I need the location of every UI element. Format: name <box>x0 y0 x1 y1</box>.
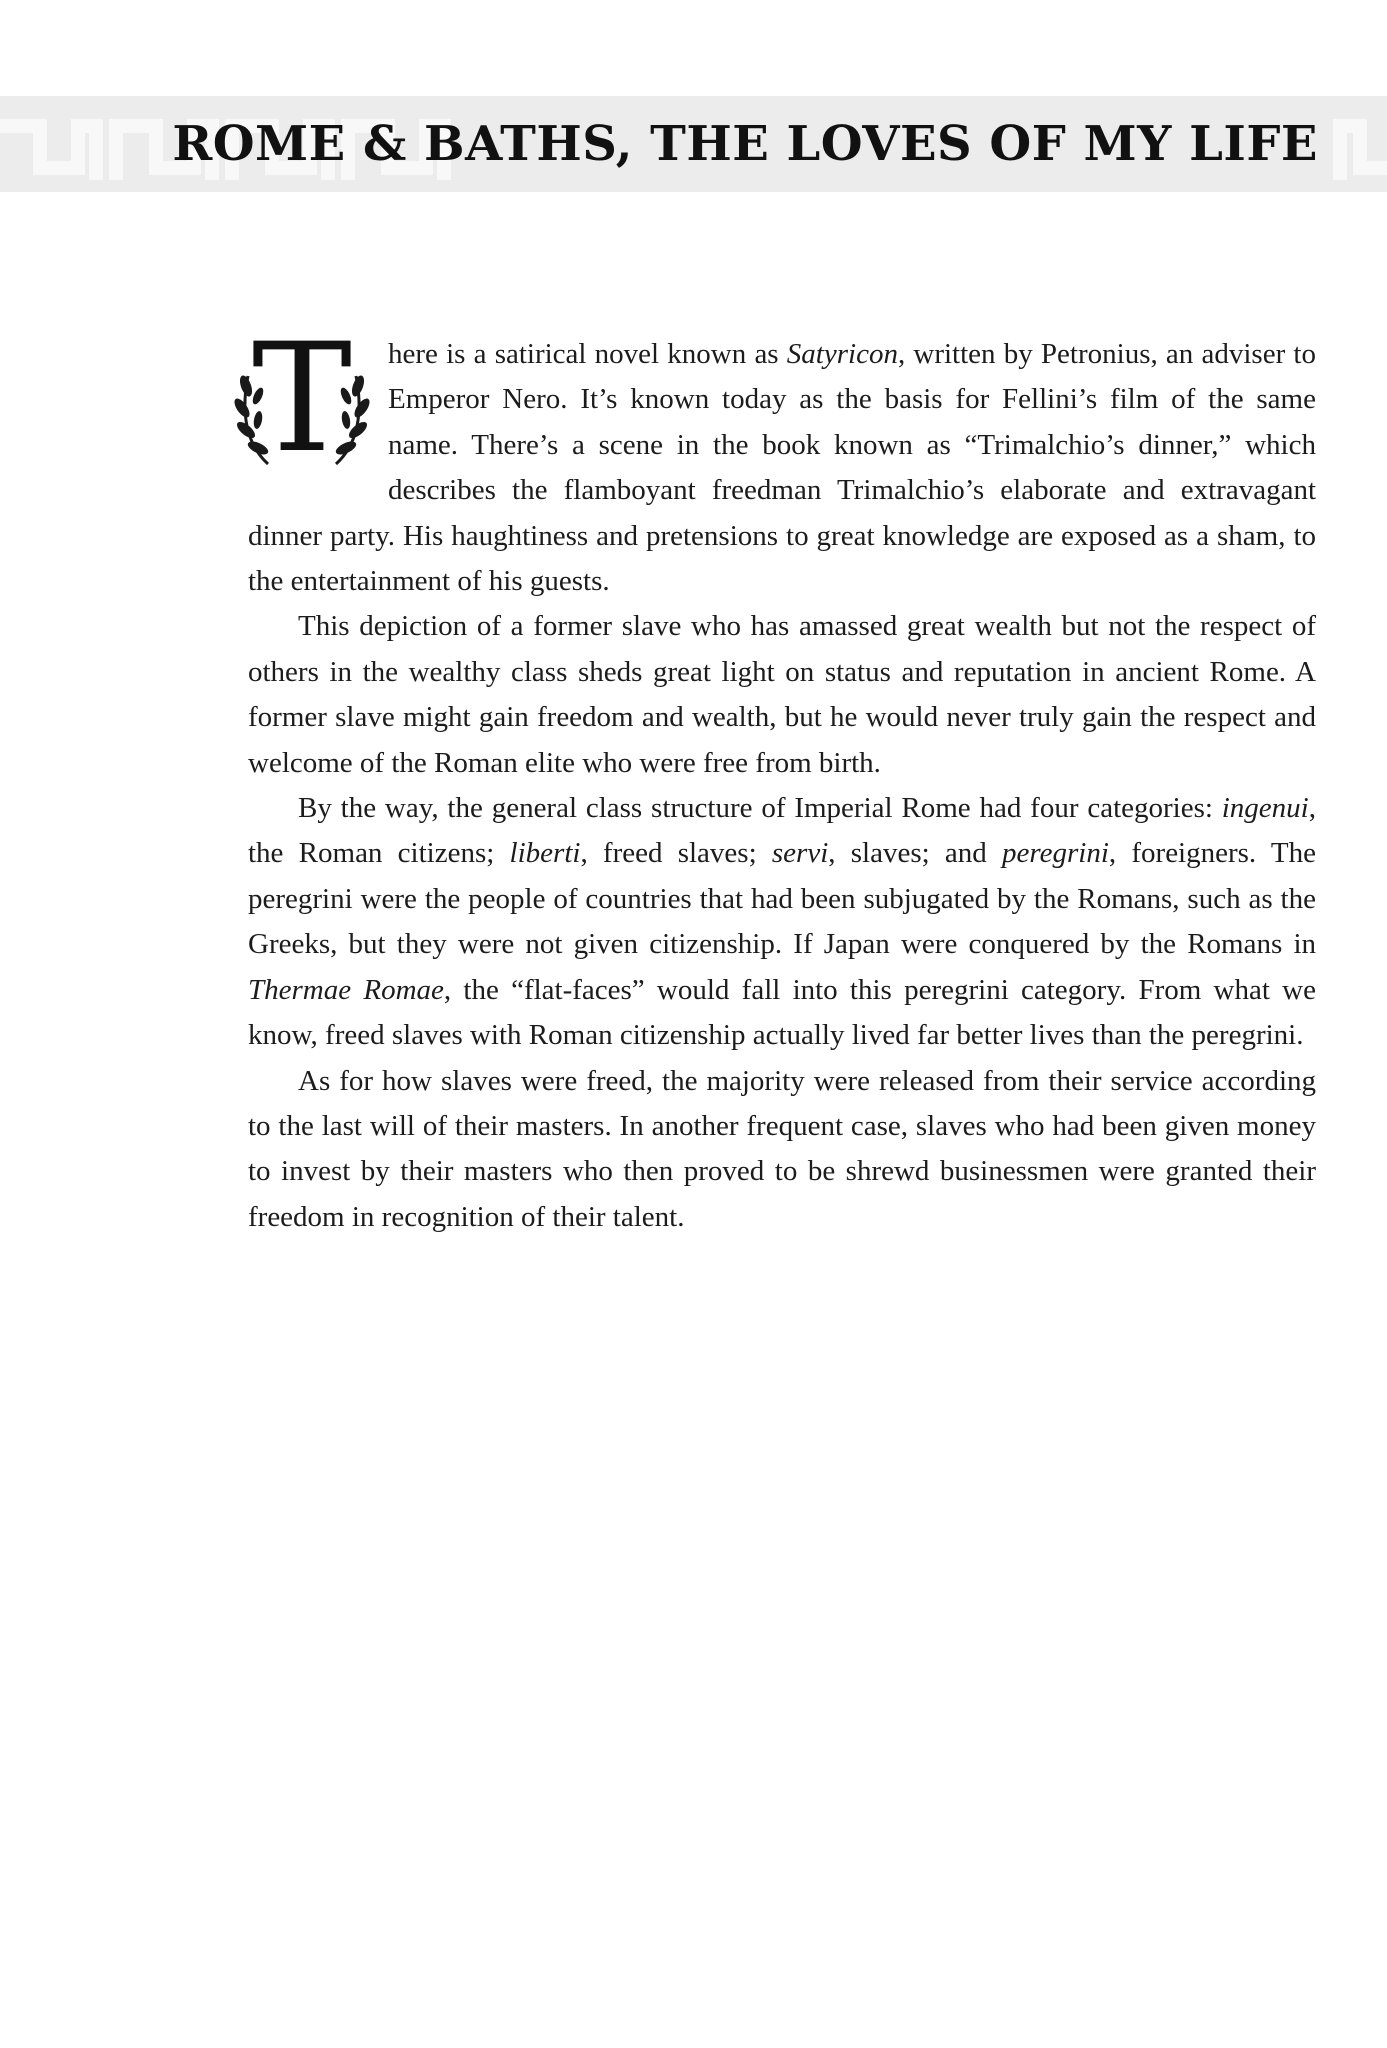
text-run: This depiction of a former slave who has amassed great wealth but not the respect of others in the wealthy class sheds great light on status and reputation in ancient Rome. A former slave might gain freedom and wealth, but he would never truly gain the respect and welcome of the Roman elite who were free from birth. <box>248 610 1316 779</box>
text-run: , foreigners. The peregrini were the people of countries that had been subjugated by the Romans, such as the Greeks, but they were not given citizenship. If Japan were conquered by the Romans in <box>248 837 1316 961</box>
italic-text: Satyricon <box>786 338 898 370</box>
drop-cap-letter: T <box>251 312 353 486</box>
article-body <box>248 312 1316 1240</box>
paragraph <box>248 604 1316 786</box>
text-run: , freed slaves; <box>580 837 772 870</box>
text-run: By the way, the general class structure of Imperial Rome had four categories: <box>298 792 1222 825</box>
italic-text: servi <box>771 837 829 870</box>
paragraphs <box>248 332 1316 1240</box>
text-run: , the “flat-faces” would fall into this peregrini category. From what we know, freed slaves with Roman citizenship actually lived far better lives than the peregrini. <box>248 973 1316 1052</box>
text-run: , slaves; and <box>828 837 1003 870</box>
paragraph <box>248 1059 1316 1241</box>
text-run: , written by Petronius, an adviser to Emperor Nero. It’s known today as the basis for Fellini’s film of the same name. There’s a scene in the book known as “Trimalchio’s dinner,” which describes the flamboyant freedman Trimalchio’s elaborate and extravagant dinner party. His haughtiness and pretensions to great knowledge are exposed as a sham, to the entertainment of his guests. <box>248 338 1316 598</box>
italic-text: ingenui <box>1221 792 1309 825</box>
italic-text: liberti <box>509 837 581 870</box>
italic-text: Thermae Romae <box>248 973 444 1006</box>
text-run: , the Roman citizens; <box>248 792 1316 870</box>
text-run: As for how slaves were freed, the majority were released from their service according to the last will of their masters. In another frequent case, slaves who had been given money to invest by their masters who then proved to be shrewd businessmen were granted their freedom in recognition of their talent. <box>248 1064 1316 1233</box>
paragraph <box>248 786 1316 1058</box>
page-title: ROME & BATHS, THE LOVES OF MY LIFE <box>172 116 1318 172</box>
paragraph <box>248 332 1316 604</box>
drop-cap <box>228 312 376 486</box>
italic-text: peregrini <box>1002 837 1109 870</box>
text-run: here is a satirical novel known as <box>388 338 787 370</box>
